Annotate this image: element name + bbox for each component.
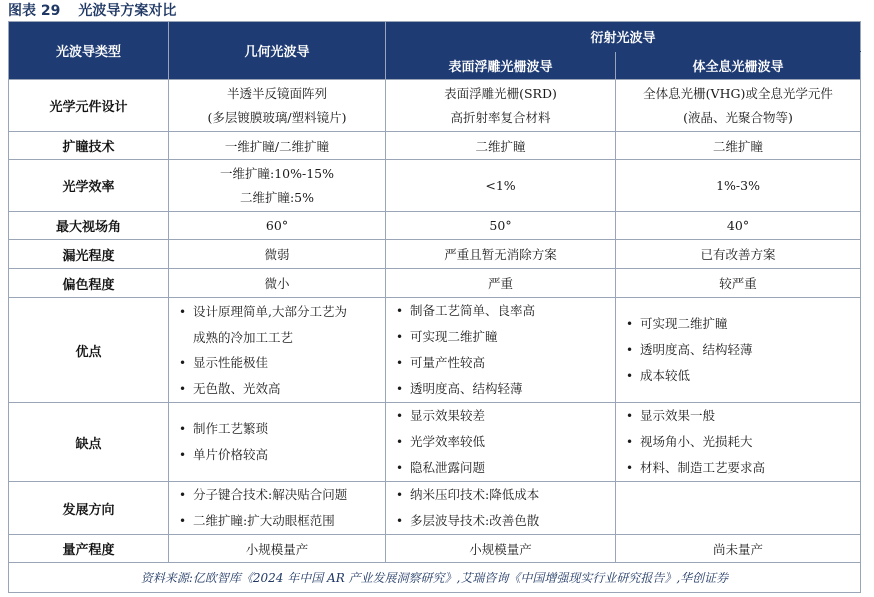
cell-vhg — [616, 298, 861, 403]
cell-geometric: 60° — [169, 212, 386, 240]
cell-srg: 小规模量产 — [386, 535, 616, 563]
row-label: 扩瞳技术 — [9, 132, 169, 160]
cell-vhg: 较严重 — [616, 269, 861, 298]
list-item: • 显示效果较差 — [396, 403, 611, 429]
cell-geometric — [169, 403, 386, 482]
cell-geometric — [169, 80, 386, 132]
list-item: • 单片价格较高 — [179, 442, 381, 468]
list-item: • 制备工艺简单、良率高 — [396, 298, 611, 324]
row-label: 量产程度 — [9, 535, 169, 563]
cell-text: 半透半反镜面阵列 — [226, 85, 327, 101]
list-item: • 可量产性较高 — [396, 350, 611, 376]
list-item: • 分子键合技术:解决贴合问题 — [179, 482, 381, 508]
cell-geometric: 微小 — [169, 269, 386, 298]
cell-text: 全体息光栅(VHG)或全息光学元件 — [643, 85, 833, 101]
list-item: • 可实现二维扩瞳 — [396, 324, 611, 350]
bullet-list — [390, 298, 611, 402]
cell-srg: 严重且暂无消除方案 — [386, 240, 616, 269]
source-note: 资料来源:亿欧智库《2024 年中国 AR 产业发展洞察研究》,艾瑞咨询《中国增强现实行业研究报告》,华创证券 — [9, 563, 861, 593]
list-item: • 多层波导技术:改善色散 — [396, 508, 611, 534]
list-item: • 设计原理简单,大部分工艺为 — [179, 299, 381, 325]
cell-vhg — [616, 80, 861, 132]
row-optical-design — [9, 80, 861, 132]
figure-title — [8, 1, 176, 21]
cell-text: (液晶、光聚合物等) — [683, 109, 793, 125]
cell-geometric: 小规模量产 — [169, 535, 386, 563]
bullet-list — [390, 482, 611, 534]
row-mass-production — [9, 535, 861, 563]
row-color-shift — [9, 269, 861, 298]
list-item: • 显示性能极佳 — [179, 350, 381, 376]
cell-vhg: 二维扩瞳 — [616, 132, 861, 160]
cell-vhg — [616, 482, 861, 535]
cell-vhg — [616, 403, 861, 482]
cell-text: 一维扩瞳:10%-15% — [219, 165, 334, 181]
cell-geometric — [169, 160, 386, 212]
comparison-table — [8, 21, 861, 593]
list-item: • 透明度高、结构轻薄 — [396, 376, 611, 402]
cell-srg — [386, 80, 616, 132]
row-light-leakage — [9, 240, 861, 269]
cell-vhg: 已有改善方案 — [616, 240, 861, 269]
list-item: • 光学效率较低 — [396, 429, 611, 455]
header-diffractive: 衍射光波导 — [386, 22, 861, 52]
row-disadvantages — [9, 403, 861, 482]
row-label: 偏色程度 — [9, 269, 169, 298]
list-item: • 二维扩瞳:扩大动眼框范围 — [179, 508, 381, 534]
cell-srg: 严重 — [386, 269, 616, 298]
bullet-list — [173, 482, 381, 534]
bullet-list — [620, 311, 856, 389]
list-item: • 显示效果一般 — [626, 403, 856, 429]
cell-geometric — [169, 298, 386, 403]
row-label: 光学元件设计 — [9, 80, 169, 132]
row-advantages — [9, 298, 861, 403]
row-max-fov — [9, 212, 861, 240]
list-item: • 无色散、光效高 — [179, 376, 381, 402]
row-development — [9, 482, 861, 535]
cell-vhg: 1%-3% — [616, 160, 861, 212]
cell-geometric — [169, 482, 386, 535]
cell-text: 高折射率复合材料 — [450, 109, 551, 125]
cell-vhg: 尚未量产 — [616, 535, 861, 563]
cell-text: 二维扩瞳:5% — [239, 189, 315, 205]
cell-srg — [386, 298, 616, 403]
cell-vhg: 40° — [616, 212, 861, 240]
bullet-list — [173, 299, 381, 402]
bullet-list — [620, 403, 856, 481]
list-item: • 材料、制造工艺要求高 — [626, 455, 856, 481]
header-srg: 表面浮雕光栅波导 — [386, 52, 616, 80]
figure-number: 图表 29 — [8, 3, 61, 19]
list-item: • 制作工艺繁琐 — [179, 416, 381, 442]
list-item: • 成本较低 — [626, 363, 856, 389]
row-label: 最大视场角 — [9, 212, 169, 240]
cell-text: (多层镀膜玻璃/塑料镜片) — [207, 109, 347, 125]
cell-srg — [386, 482, 616, 535]
header-type: 光波导类型 — [9, 22, 169, 80]
list-item: • 隐私泄露问题 — [396, 455, 611, 481]
bullet-list — [390, 403, 611, 481]
cell-srg: 二维扩瞳 — [386, 132, 616, 160]
row-label: 优点 — [9, 298, 169, 403]
list-item: • 视场角小、光损耗大 — [626, 429, 856, 455]
header-vhg: 体全息光栅波导 — [616, 52, 861, 80]
cell-text: 表面浮雕光栅(SRD) — [444, 85, 557, 101]
list-item: • 可实现二维扩瞳 — [626, 311, 856, 337]
row-label: 漏光程度 — [9, 240, 169, 269]
list-item: 成熟的冷加工工艺 — [193, 329, 294, 345]
header-row-top — [9, 22, 861, 52]
row-label: 缺点 — [9, 403, 169, 482]
figure-caption: 光波导方案对比 — [78, 3, 177, 19]
row-optical-efficiency — [9, 160, 861, 212]
list-item: • 透明度高、结构轻薄 — [626, 337, 856, 363]
list-item: • 纳米压印技术:降低成本 — [396, 482, 611, 508]
cell-geometric: 微弱 — [169, 240, 386, 269]
row-pupil-expansion — [9, 132, 861, 160]
bullet-list — [173, 416, 381, 468]
cell-geometric: 一维扩瞳/二维扩瞳 — [169, 132, 386, 160]
row-label: 发展方向 — [9, 482, 169, 535]
cell-srg — [386, 403, 616, 482]
cell-srg: 50° — [386, 212, 616, 240]
header-geometric: 几何光波导 — [169, 22, 386, 80]
row-source — [9, 563, 861, 593]
cell-srg: <1% — [386, 160, 616, 212]
row-label: 光学效率 — [9, 160, 169, 212]
